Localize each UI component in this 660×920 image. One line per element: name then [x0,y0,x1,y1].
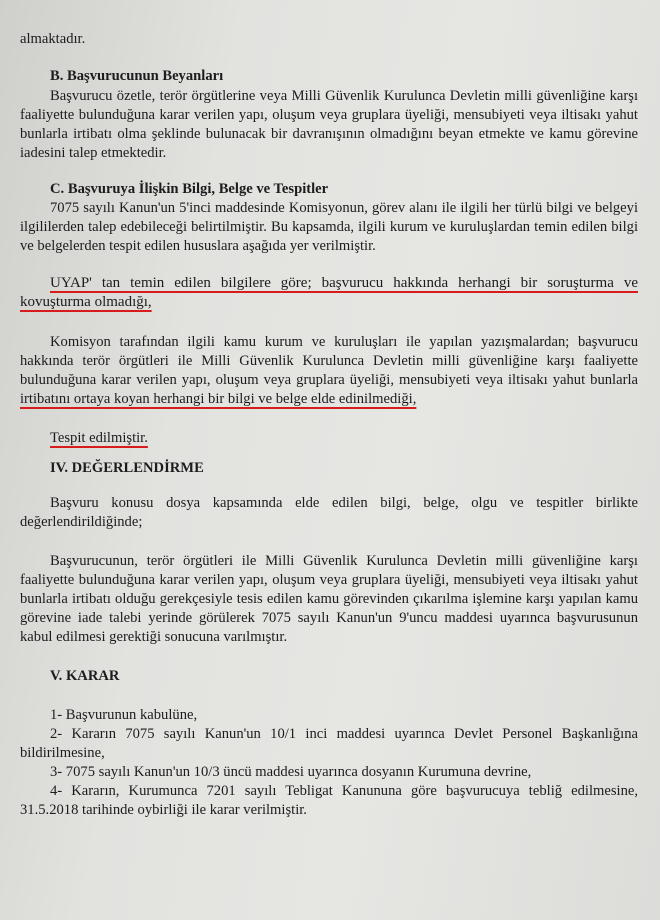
section-c-intro: 7075 sayılı Kanun'un 5'inci maddesinde Komisyonun, görev alanı ile ilgili her türlü bilgi ve belgeyi ilgililerden talep edebileceği belirtilmiştir. Bu kapsamda, ilgili kurum ve kuruluşlardan temin edilen bilgi ve belgelerden tespit edilen hususlara aşağıda yer verilmiştir. [20,200,638,254]
komisyon-text-a: Komisyon tarafından ilgili kamu kurum ve kuruluşları ile yapılan yazışmalardan; başvurucu hakkında terör örgütleri ile Milli Güvenlik Kurulunca Devletin milli güvenliğine karşı faaliyette bulunduğuna karar verilen yapı, oluşum veya gruplara üyeliği, mensubiyeti veya iltisakı yahut bunlarla [20,334,638,388]
decision-item-4: 4- Kararın, Kurumunca 7201 sayılı Tebligat Kanununa göre başvurucuya tebliğ edilmesine, 31.5.2018 tarihinde oybirliği ile karar verilmiştir. [20,783,638,818]
komisyon-text-underlined: irtibatını ortaya koyan herhangi bir bilgi ve belge elde edinilmediği, [20,391,417,407]
decision-list [20,706,638,820]
section-iv-p2: Başvurucunun, terör örgütleri ile Milli Güvenlik Kurulunca Devletin milli güvenliğine karşı faaliyette bulunduğuna karar verilen yapı, oluşum veya gruplara üyeliği, mensubiyeti veya iltisakı yahut bunlarla irtibatı olduğu gerekçesiyle tesis edilen kamu görevinden çıkarılma işlemine karşı yapılan kamu görevine iade talebi yerinde görülerek 7075 sayılı Kanun'un 9'uncu maddesi uyarınca başvurusunun kabul edilmesi gerektiği sonucuna varılmıştır. [20,553,638,645]
decision-item-3: 3- 7075 sayılı Kanun'un 10/3 üncü maddesi uyarınca dosyanın Kurumuna devrine, [50,764,532,780]
section-v-heading: V. KARAR [50,668,120,684]
tespit-underlined: Tespit edilmiştir. [50,430,148,446]
komisyon-finding [20,333,638,409]
document-body [20,30,638,820]
section-b-heading: B. Başvurucunun Beyanları [50,68,224,84]
tespit-text [20,429,638,448]
section-iv-heading: IV. DEĞERLENDİRME [50,460,204,476]
decision-item-2: 2- Kararın 7075 sayılı Kanun'un 10/1 inci maddesi uyarınca Devlet Personel Başkanlığına bildirilmesine, [20,726,638,761]
section-b-text: Başvurucu özetle, terör örgütlerine veya Milli Güvenlik Kurulunca Devletin milli güvenliğine karşı faaliyette bulunduğuna karar verilen yapı, oluşum veya gruplara üyeliği, mensubiyeti veya iltisakı yahut bunlarla irtibatı olma şeklinde bulunacak bir davranışının olmadığını beyan etmekte ve kamu görevine iadesini talep etmektedir. [20,88,638,161]
uyap-finding: UYAP' tan temin edilen bilgilere göre; başvurucu hakkında herhangi bir soruşturma ve kovuşturma olmadığı, [20,275,638,310]
section-iv-p1: Başvuru konusu dosya kapsamında elde edilen bilgi, belge, olgu ve tespitler birlikte değerlendirildiğinde; [20,495,638,530]
decision-item-1: 1- Başvurunun kabulüne, [50,707,198,723]
section-c-heading: C. Başvuruya İlişkin Bilgi, Belge ve Tespitler [50,181,329,197]
continuation-text: almaktadır. [20,31,86,47]
